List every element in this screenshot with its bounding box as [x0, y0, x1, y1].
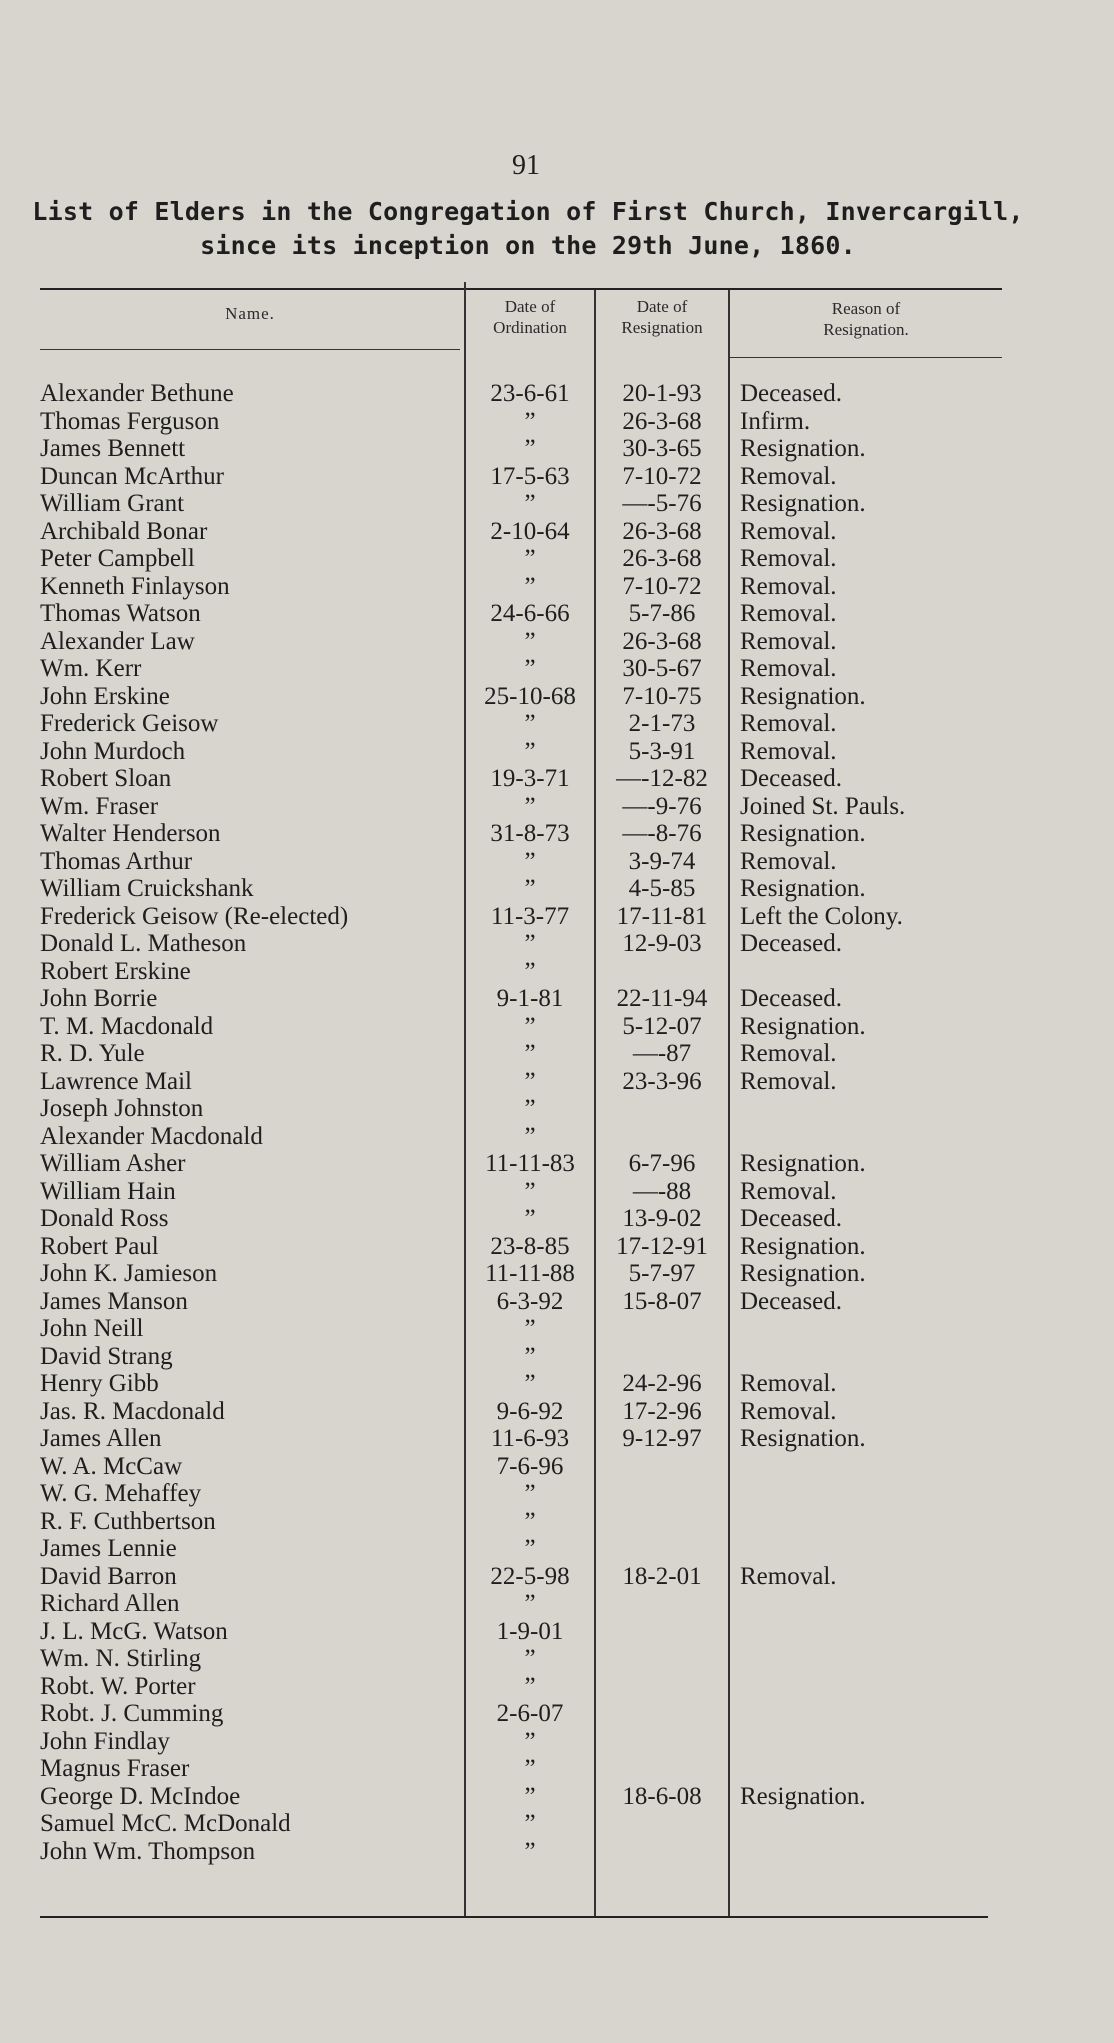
header-resignation-line-2: Resignation: [621, 318, 703, 337]
resignation-date: —-8-76: [622, 820, 702, 847]
resignation-date: 26-3-68: [622, 517, 702, 545]
elder-name: W. A. McCaw: [40, 1452, 183, 1480]
resignation-reason: Resignation.: [740, 820, 866, 847]
resignation-date: 5-3-91: [628, 737, 696, 765]
ordination-date: 11-11-83: [485, 1150, 575, 1177]
resignation-date: 26-3-68: [622, 407, 702, 435]
ordination-date: ”: [524, 1727, 536, 1755]
resignation-reason: Resignation.: [740, 1232, 866, 1260]
resignation-reason: Removal.: [740, 1177, 837, 1205]
elder-name: David Strang: [40, 1342, 173, 1370]
resignation-date: 23-3-96: [622, 1067, 702, 1095]
elder-name: Robert Erskine: [40, 957, 191, 985]
table-row: [0, 875, 1114, 903]
elder-name: Magnus Fraser: [40, 1755, 190, 1782]
resignation-reason: Deceased.: [740, 985, 843, 1012]
elder-name: James Allen: [40, 1425, 162, 1452]
elder-name: Duncan McArthur: [40, 462, 224, 490]
ordination-date: ”: [524, 1177, 536, 1205]
resignation-date: 30-3-65: [622, 435, 702, 462]
ordination-date: 23-6-61: [490, 380, 570, 407]
resignation-reason: Deceased.: [740, 930, 843, 957]
resignation-date: —-12-82: [616, 765, 708, 792]
elders-table: [0, 380, 1114, 1865]
table-row: [0, 1453, 1114, 1481]
ordination-date: 9-6-92: [496, 1397, 564, 1425]
table-row: [0, 1618, 1114, 1646]
table-row: [0, 1040, 1114, 1068]
header-reason: [730, 298, 1002, 340]
ordination-date: ”: [524, 1837, 536, 1865]
resignation-date: 7-10-72: [622, 572, 702, 600]
table-row: [0, 793, 1114, 821]
elder-name: Frederick Geisow: [40, 710, 219, 737]
resignation-date: 6-7-96: [628, 1150, 696, 1177]
ordination-date: 7-6-96: [496, 1452, 564, 1480]
ordination-date: 11-3-77: [490, 902, 570, 930]
table-row: [0, 408, 1114, 436]
table-row: [0, 1838, 1114, 1866]
table-row: [0, 1150, 1114, 1178]
page-number: 91: [512, 150, 540, 181]
elder-name: William Asher: [40, 1150, 186, 1177]
elder-name: William Grant: [40, 490, 185, 517]
table-row: [0, 710, 1114, 738]
table-row: [0, 1095, 1114, 1123]
ordination-date: ”: [524, 710, 536, 737]
resignation-date: 26-3-68: [622, 545, 702, 572]
table-row: [0, 1370, 1114, 1398]
resignation-reason: Removal.: [740, 737, 837, 765]
resignation-date: —-5-76: [622, 490, 702, 517]
table-row: [0, 655, 1114, 683]
ordination-date: ”: [524, 737, 536, 765]
table-row: [0, 820, 1114, 848]
header-reason-line-2: Resignation.: [823, 320, 909, 339]
elder-name: William Hain: [40, 1177, 176, 1205]
resignation-date: 5-7-97: [628, 1260, 696, 1287]
ordination-date: ”: [524, 875, 536, 902]
table-row: [0, 628, 1114, 656]
table-row: [0, 903, 1114, 931]
resignation-date: 4-5-85: [628, 875, 696, 902]
ordination-date: 6-3-92: [496, 1287, 564, 1315]
resignation-date: 13-9-02: [622, 1205, 702, 1232]
ordination-date: 31-8-73: [490, 820, 570, 847]
ordination-date: 11-11-88: [485, 1260, 575, 1287]
elder-name: James Lennie: [40, 1535, 177, 1562]
resignation-reason: Resignation.: [740, 1260, 866, 1287]
ordination-date: ”: [524, 1122, 536, 1150]
elder-name: Lawrence Mail: [40, 1067, 193, 1095]
resignation-reason: Deceased.: [740, 1287, 843, 1315]
elder-name: Wm. N. Stirling: [40, 1645, 202, 1672]
table-row: [0, 1810, 1114, 1838]
table-row: [0, 1233, 1114, 1261]
resignation-reason: Resignation.: [740, 1425, 866, 1452]
elder-name: R. D. Yule: [40, 1040, 145, 1067]
table-row: [0, 545, 1114, 573]
elder-name: Thomas Ferguson: [40, 407, 220, 435]
resignation-reason: Deceased.: [740, 1205, 843, 1232]
table-row: [0, 490, 1114, 518]
ordination-date: ”: [524, 1810, 536, 1837]
resignation-date: 5-7-86: [628, 600, 696, 627]
elder-name: William Cruickshank: [40, 875, 254, 902]
header-ordination-line-2: Ordination: [493, 318, 567, 337]
elder-name: Thomas Watson: [40, 600, 201, 627]
ordination-date: ”: [524, 1672, 536, 1700]
table-row: [0, 1700, 1114, 1728]
header-resignation: [596, 296, 728, 338]
ordination-date: ”: [524, 1590, 536, 1617]
resignation-date: 17-12-91: [616, 1232, 708, 1260]
table-row: [0, 1783, 1114, 1811]
ordination-date: ”: [524, 1342, 536, 1370]
elder-name: Robt. W. Porter: [40, 1672, 196, 1700]
table-row: [0, 1343, 1114, 1371]
elder-name: Kenneth Finlayson: [40, 572, 230, 600]
elder-name: John Murdoch: [40, 737, 186, 765]
resignation-reason: Removal.: [740, 572, 837, 600]
ordination-date: 17-5-63: [490, 462, 570, 490]
ordination-date: ”: [524, 847, 536, 875]
table-row: [0, 1508, 1114, 1536]
table-row: [0, 1535, 1114, 1563]
ordination-date: ”: [524, 1067, 536, 1095]
resignation-date: 17-2-96: [622, 1397, 702, 1425]
resignation-reason: Removal.: [740, 600, 837, 627]
resignation-reason: Resignation.: [740, 875, 866, 902]
table-row: [0, 738, 1114, 766]
ordination-date: 2-6-07: [496, 1700, 564, 1727]
resignation-reason: Deceased.: [740, 380, 843, 407]
ordination-date: ”: [524, 1480, 536, 1507]
ordination-date: ”: [524, 1782, 536, 1810]
table-row: [0, 573, 1114, 601]
ordination-date: 22-5-98: [490, 1562, 570, 1590]
table-row: [0, 1673, 1114, 1701]
title-line-2: since its inception on the 29th June, 1860.: [200, 231, 856, 260]
elder-name: John Wm. Thompson: [40, 1837, 256, 1865]
table-row: [0, 985, 1114, 1013]
table-row: [0, 1645, 1114, 1673]
elder-name: James Manson: [40, 1287, 188, 1315]
table-row: [0, 765, 1114, 793]
elder-name: Archibald Bonar: [40, 517, 208, 545]
ordination-date: ”: [524, 1755, 536, 1782]
resignation-date: 22-11-94: [616, 985, 708, 1012]
ordination-date: 23-8-85: [490, 1232, 570, 1260]
table-row: [0, 1178, 1114, 1206]
elder-name: Joseph Johnston: [40, 1095, 204, 1122]
resignation-reason: Removal.: [740, 517, 837, 545]
table-row: [0, 1728, 1114, 1756]
ordination-date: ”: [524, 1012, 536, 1040]
elder-name: T. M. Macdonald: [40, 1012, 214, 1040]
ordination-date: ”: [524, 930, 536, 957]
elder-name: Donald L. Matheson: [40, 930, 247, 957]
resignation-reason: Resignation.: [740, 1012, 866, 1040]
table-row: [0, 1315, 1114, 1343]
table-row: [0, 1563, 1114, 1591]
resignation-reason: Removal.: [740, 847, 837, 875]
ordination-date: ”: [524, 1315, 536, 1342]
table-row: [0, 1288, 1114, 1316]
table-row: [0, 1398, 1114, 1426]
table-row: [0, 930, 1114, 958]
ordination-date: 19-3-71: [490, 765, 570, 792]
table-row: [0, 380, 1114, 408]
header-ordination-line-1: Date of: [504, 297, 556, 316]
ordination-date: ”: [524, 1095, 536, 1122]
resignation-reason: Resignation.: [740, 435, 866, 462]
resignation-date: 5-12-07: [622, 1012, 702, 1040]
resignation-reason: Removal.: [740, 545, 837, 572]
resignation-reason: Resignation.: [740, 1782, 866, 1810]
elder-name: Alexander Bethune: [40, 380, 234, 407]
resignation-date: 15-8-07: [622, 1287, 702, 1315]
ordination-date: 11-6-93: [490, 1425, 570, 1452]
table-row: [0, 1068, 1114, 1096]
ordination-date: ”: [524, 1205, 536, 1232]
resignation-reason: Resignation.: [740, 490, 866, 517]
table-row: [0, 600, 1114, 628]
resignation-reason: Removal.: [740, 462, 837, 490]
elder-name: Robt. J. Cumming: [40, 1700, 224, 1727]
table-row: [0, 1480, 1114, 1508]
resignation-date: 30-5-67: [622, 655, 702, 682]
elder-name: John Findlay: [40, 1727, 170, 1755]
page-title: [28, 195, 1028, 263]
elder-name: Wm. Fraser: [40, 792, 159, 820]
elder-name: Frederick Geisow (Re-elected): [40, 902, 349, 930]
resignation-reason: Removal.: [740, 1370, 837, 1397]
ordination-date: ”: [524, 655, 536, 682]
resignation-date: 2-1-73: [628, 710, 696, 737]
elder-name: W. G. Mehaffey: [40, 1480, 202, 1507]
ordination-date: 1-9-01: [496, 1617, 564, 1645]
title-line-1: List of Elders in the Congregation of First Church, Invercargill,: [32, 197, 1024, 226]
resignation-reason: Removal.: [740, 710, 837, 737]
resignation-date: 9-12-97: [622, 1425, 702, 1452]
elder-name: R. F. Cuthbertson: [40, 1507, 216, 1535]
ordination-date: ”: [524, 545, 536, 572]
table-row: [0, 1590, 1114, 1618]
elder-name: Wm. Kerr: [40, 655, 142, 682]
ordination-date: ”: [524, 435, 536, 462]
elder-name: Thomas Arthur: [40, 847, 193, 875]
table-row: [0, 848, 1114, 876]
elder-name: J. L. McG. Watson: [40, 1617, 228, 1645]
ordination-date: 24-6-66: [490, 600, 570, 627]
ordination-date: ”: [524, 957, 536, 985]
table-row: [0, 1425, 1114, 1453]
resignation-reason: Resignation.: [740, 1150, 866, 1177]
ordination-date: 2-10-64: [490, 517, 570, 545]
table-row: [0, 463, 1114, 491]
elder-name: Alexander Macdonald: [40, 1122, 263, 1150]
resignation-date: 17-11-81: [616, 902, 708, 930]
resignation-date: 7-10-72: [622, 462, 702, 490]
table-row: [0, 1260, 1114, 1288]
elder-name: Robert Paul: [40, 1232, 159, 1260]
resignation-date: —-88: [632, 1177, 692, 1205]
resignation-date: 12-9-03: [622, 930, 702, 957]
elder-name: Walter Henderson: [40, 820, 221, 847]
elder-name: Richard Allen: [40, 1590, 180, 1617]
resignation-reason: Removal.: [740, 1067, 837, 1095]
resignation-date: 3-9-74: [628, 847, 696, 875]
resignation-reason: Removal.: [740, 627, 837, 655]
resignation-reason: Joined St. Pauls.: [740, 792, 906, 820]
ordination-date: 25-10-68: [484, 682, 576, 710]
resignation-date: 18-2-01: [622, 1562, 702, 1590]
table-row: [0, 1755, 1114, 1783]
resignation-date: 26-3-68: [622, 627, 702, 655]
ordination-date: ”: [524, 1535, 536, 1562]
header-ordination: [466, 296, 594, 338]
ordination-date: ”: [524, 792, 536, 820]
resignation-reason: Removal.: [740, 655, 837, 682]
elder-name: David Barron: [40, 1562, 177, 1590]
elder-name: George D. McIndoe: [40, 1782, 241, 1810]
table-row: [0, 958, 1114, 986]
elder-name: Robert Sloan: [40, 765, 172, 792]
elder-name: Samuel McC. McDonald: [40, 1810, 291, 1837]
elder-name: John Erskine: [40, 682, 170, 710]
resignation-reason: Left the Colony.: [740, 902, 903, 930]
header-rule-left: [40, 349, 460, 350]
elder-name: John Neill: [40, 1315, 144, 1342]
resignation-reason: Removal.: [740, 1040, 837, 1067]
ordination-date: 9-1-81: [496, 985, 564, 1012]
elder-name: James Bennett: [40, 435, 186, 462]
table-bottom-rule: [40, 1916, 988, 1918]
elder-name: Peter Campbell: [40, 545, 195, 572]
ordination-date: ”: [524, 1507, 536, 1535]
header-resignation-line-1: Date of: [636, 297, 688, 316]
resignation-reason: Removal.: [740, 1397, 837, 1425]
elder-name: John Borrie: [40, 985, 158, 1012]
resignation-date: 24-2-96: [622, 1370, 702, 1397]
elder-name: Donald Ross: [40, 1205, 169, 1232]
table-row: [0, 435, 1114, 463]
header-rule-right: [728, 357, 1002, 358]
ordination-date: ”: [524, 490, 536, 517]
ordination-date: ”: [524, 407, 536, 435]
resignation-date: —-9-76: [622, 792, 702, 820]
elder-name: John K. Jamieson: [40, 1260, 218, 1287]
table-row: [0, 518, 1114, 546]
resignation-date: 20-1-93: [622, 380, 702, 407]
table-row: [0, 1205, 1114, 1233]
ordination-date: ”: [524, 572, 536, 600]
table-row: [0, 1123, 1114, 1151]
elder-name: Henry Gibb: [40, 1370, 159, 1397]
resignation-date: 18-6-08: [622, 1782, 702, 1810]
header-reason-line-1: Reason of: [831, 299, 901, 318]
elder-name: Jas. R. Macdonald: [40, 1397, 225, 1425]
resignation-date: 7-10-75: [622, 682, 702, 710]
header-name: Name.: [225, 304, 275, 323]
ordination-date: ”: [524, 1645, 536, 1672]
resignation-reason: Infirm.: [740, 407, 811, 435]
ordination-date: ”: [524, 627, 536, 655]
table-top-rule: [40, 288, 1002, 290]
elder-name: Alexander Law: [40, 627, 195, 655]
resignation-reason: Removal.: [740, 1562, 837, 1590]
ordination-date: ”: [524, 1040, 536, 1067]
table-row: [0, 683, 1114, 711]
resignation-reason: Deceased.: [740, 765, 843, 792]
resignation-reason: Resignation.: [740, 682, 866, 710]
resignation-date: —-87: [632, 1040, 692, 1067]
ordination-date: ”: [524, 1370, 536, 1397]
table-row: [0, 1013, 1114, 1041]
